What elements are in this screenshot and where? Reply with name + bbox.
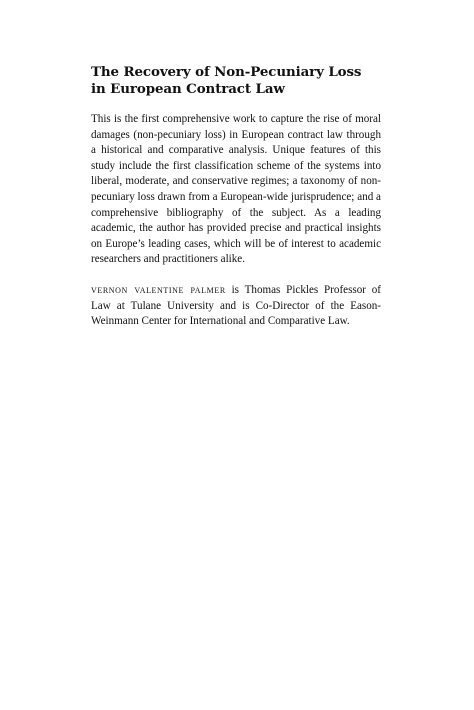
book-abstract: This is the first comprehensive work to capture the rise of moral damages (non-pecuniary loss) in European contract law through a historical and comparative analysis. Unique features of this study include the first classification scheme of the systems into liberal, moderate, and conservative regimes; a taxonomy of non-pecuniary loss drawn from a European-wide jurisprudence; and a comprehensive bibliography of the subject. As a leading academic, the author has provided precise and practical insights on Europe’s leading cases, which will be of interest to academic researchers and practitioners alike. xyxy=(91,113,381,266)
book-title-line-2: in European Contract Law xyxy=(91,81,285,97)
author-bio-text: is Thomas Pickles Professor of Law at Tulane University and is Co-Director of the Eason-Weinmann Center for International and Comparative Law. xyxy=(91,283,382,328)
author-name: vernon valentine palmer xyxy=(91,283,226,296)
book-description xyxy=(91,64,381,330)
book-title-line-1: The Recovery of Non-Pecuniary Loss xyxy=(91,64,362,80)
book-title xyxy=(91,64,381,98)
author-bio xyxy=(91,283,381,330)
